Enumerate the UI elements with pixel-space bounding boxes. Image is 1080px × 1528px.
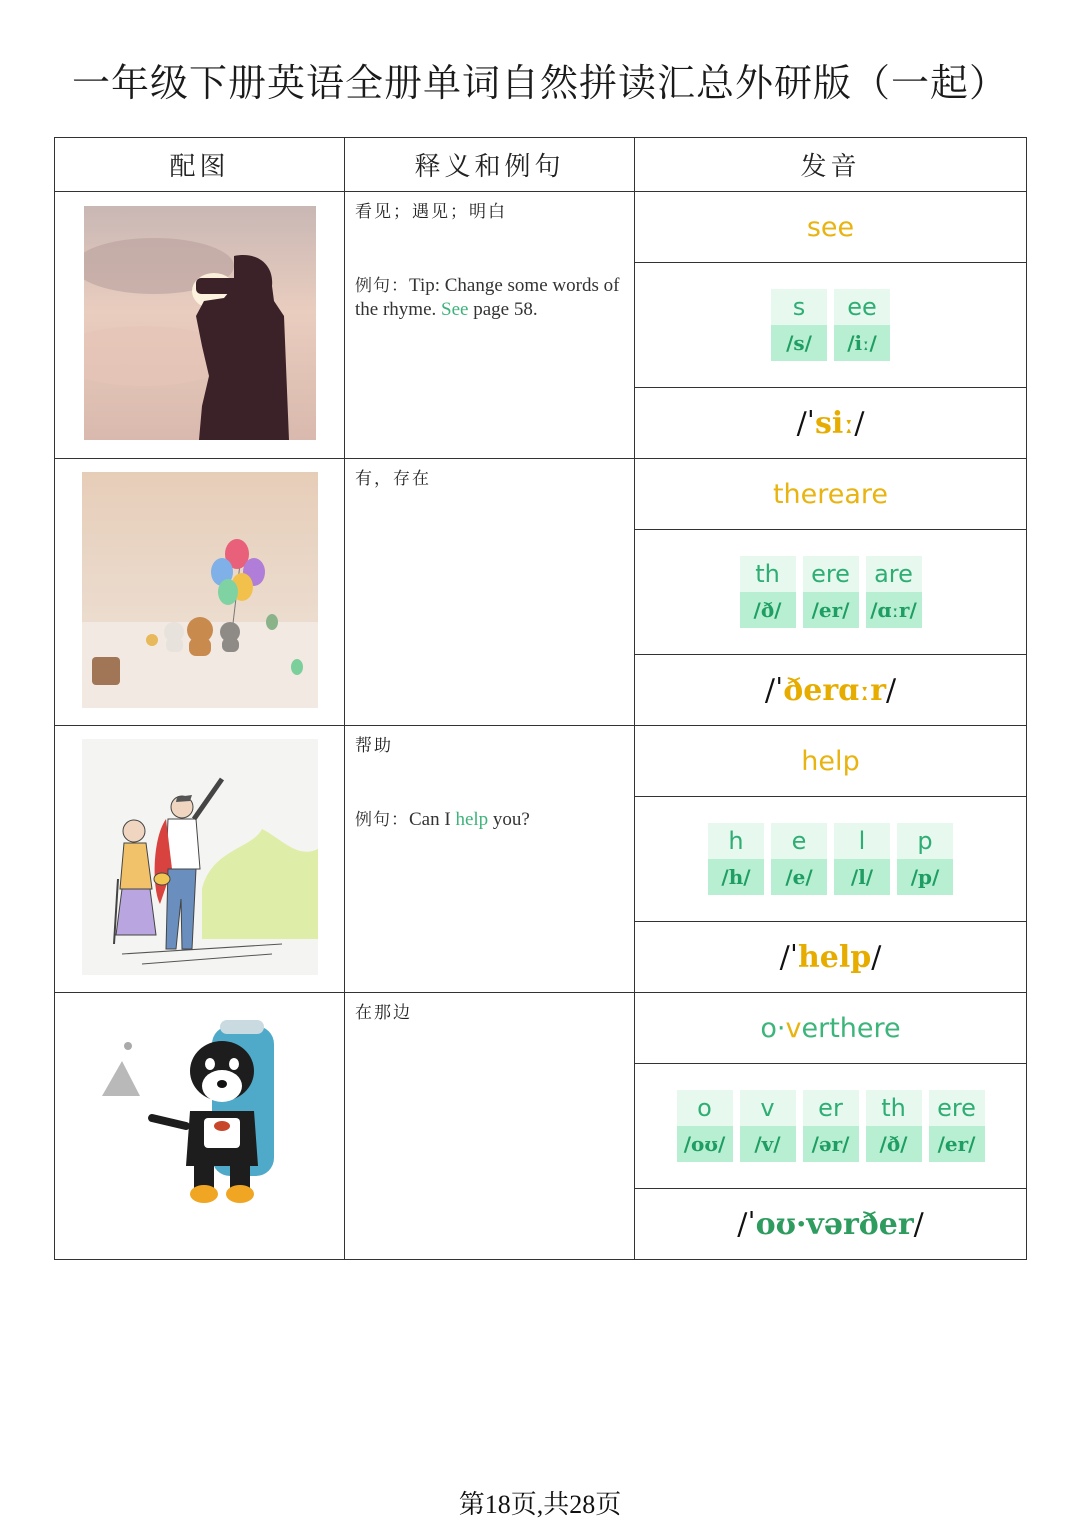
word-part: th (829, 1012, 857, 1044)
phonics-segment (834, 823, 890, 895)
silhouette-binoculars-image (84, 206, 316, 440)
phonics-segment (677, 1090, 733, 1162)
phonics-segment (929, 1090, 985, 1162)
word-part: er (801, 1012, 830, 1044)
example-sentence (355, 274, 624, 322)
definition-cell (345, 459, 635, 726)
segments-cell (635, 530, 1027, 655)
word-part: ere (856, 1012, 901, 1044)
definition-cell (345, 993, 635, 1260)
phonics-segment (771, 823, 827, 895)
segment-letters: e (771, 823, 827, 859)
meaning-text: 看见；遇见；明白 (355, 202, 507, 222)
table-row (55, 993, 1027, 1064)
segment-phoneme: /ð/ (740, 592, 796, 628)
segment-phoneme: /p/ (897, 859, 953, 895)
ipa-open: /ˈ (796, 405, 815, 441)
table-row (55, 726, 1027, 797)
segment-letters: er (803, 1090, 859, 1126)
word-part: s (806, 211, 821, 243)
segment-phoneme: /s/ (771, 325, 827, 361)
segment-letters: v (740, 1090, 796, 1126)
segment-phoneme: /er/ (803, 592, 859, 628)
ipa-core: help (797, 939, 872, 975)
ipa-open: /ˈ (737, 1206, 756, 1242)
word-part: ere (800, 478, 845, 510)
segment-letters: ere (803, 556, 859, 592)
segments-cell (635, 263, 1027, 388)
picture-cell (55, 192, 345, 459)
meaning-text: 帮助 (355, 736, 393, 756)
phonics-segment (740, 556, 796, 628)
ipa-close: / (871, 939, 882, 975)
ipa-cell (635, 655, 1027, 726)
example-label: 例句： (355, 810, 409, 830)
segment-letters: ere (929, 1090, 985, 1126)
header-definition: 释义和例句 (345, 138, 635, 192)
example-text: Can I (409, 809, 456, 830)
ipa-close: / (854, 405, 865, 441)
segment-letters: h (708, 823, 764, 859)
table-header-row (55, 138, 1027, 192)
ipa-open: /ˈ (779, 939, 798, 975)
example-text-end: you? (488, 809, 530, 830)
segment-phoneme: /e/ (771, 859, 827, 895)
segment-letters: ee (834, 289, 890, 325)
word-part: l (835, 745, 843, 777)
segment-letters: th (740, 556, 796, 592)
phonics-segment (708, 823, 764, 895)
segment-letters: are (866, 556, 922, 592)
definition-cell (345, 726, 635, 993)
segments-cell (635, 797, 1027, 922)
example-label: 例句： (355, 276, 409, 296)
phonics-segment (803, 1090, 859, 1162)
phonics-segment (834, 289, 890, 361)
page-title: 一年级下册英语全册单词自然拼读汇总外研版（一起） (71, 61, 1008, 105)
word-part: th (772, 478, 801, 510)
example-sentence (355, 808, 624, 832)
dog-backpack-image (82, 1006, 318, 1242)
segment-letters: s (771, 289, 827, 325)
ipa-cell (635, 922, 1027, 993)
ipa-close: / (886, 672, 897, 708)
page-number: 第18页,共28页 (458, 1490, 622, 1519)
example-highlight: See (441, 299, 469, 320)
ipa-cell (635, 1189, 1027, 1260)
meaning-text: 有，存在 (355, 469, 431, 489)
ipa-cell (635, 388, 1027, 459)
example-highlight: help (455, 809, 489, 830)
example-text-end: page 58. (468, 299, 538, 320)
example-text: Tip: Change some words of the rhyme. (355, 275, 620, 320)
word-part: o (760, 1012, 777, 1044)
ipa-core: siː (814, 405, 855, 441)
ipa-close: / (913, 1206, 924, 1242)
word-cell (635, 726, 1027, 797)
picture-cell (55, 993, 345, 1260)
ipa-core: oʊ·vərðer (755, 1206, 914, 1242)
vocabulary-table (54, 137, 1027, 1260)
definition-cell (345, 192, 635, 459)
segment-letters: o (677, 1090, 733, 1126)
word-cell (635, 192, 1027, 263)
segment-letters: p (897, 823, 953, 859)
picture-cell (55, 726, 345, 993)
segment-letters: th (866, 1090, 922, 1126)
header-picture: 配图 (55, 138, 345, 192)
segment-phoneme: /iː/ (834, 325, 890, 361)
word-part: ee (820, 211, 855, 243)
picture-cell (55, 459, 345, 726)
syllable-dot: · (776, 1012, 786, 1044)
segment-phoneme: /oʊ/ (677, 1126, 733, 1162)
header-pronunciation: 发音 (635, 138, 1027, 192)
table-row (55, 192, 1027, 263)
segment-phoneme: /l/ (834, 859, 890, 895)
helping-elderly-image (82, 739, 318, 975)
phonics-segment (866, 1090, 922, 1162)
segment-letters: l (834, 823, 890, 859)
segments-cell (635, 1064, 1027, 1189)
segment-phoneme: /ər/ (803, 1126, 859, 1162)
ipa-core: ðerɑːr (783, 672, 886, 708)
meaning-text: 在那边 (355, 1003, 412, 1023)
word-part: e (818, 745, 836, 777)
segment-phoneme: /v/ (740, 1126, 796, 1162)
segment-phoneme: /h/ (708, 859, 764, 895)
word-part: v (785, 1012, 802, 1044)
word-cell (635, 993, 1027, 1064)
phonics-segment (866, 556, 922, 628)
word-part: p (842, 745, 860, 777)
toys-balloons-image (82, 472, 318, 708)
phonics-segment (771, 289, 827, 361)
word-part: h (801, 745, 819, 777)
phonics-segment (897, 823, 953, 895)
ipa-open: /ˈ (764, 672, 784, 708)
table-row (55, 459, 1027, 530)
segment-phoneme: /ð/ (866, 1126, 922, 1162)
word-cell (635, 459, 1027, 530)
word-part: are (844, 478, 889, 510)
phonics-segment (803, 556, 859, 628)
segment-phoneme: /er/ (929, 1126, 985, 1162)
phonics-segment (740, 1090, 796, 1162)
segment-phoneme: /ɑːr/ (866, 592, 922, 628)
